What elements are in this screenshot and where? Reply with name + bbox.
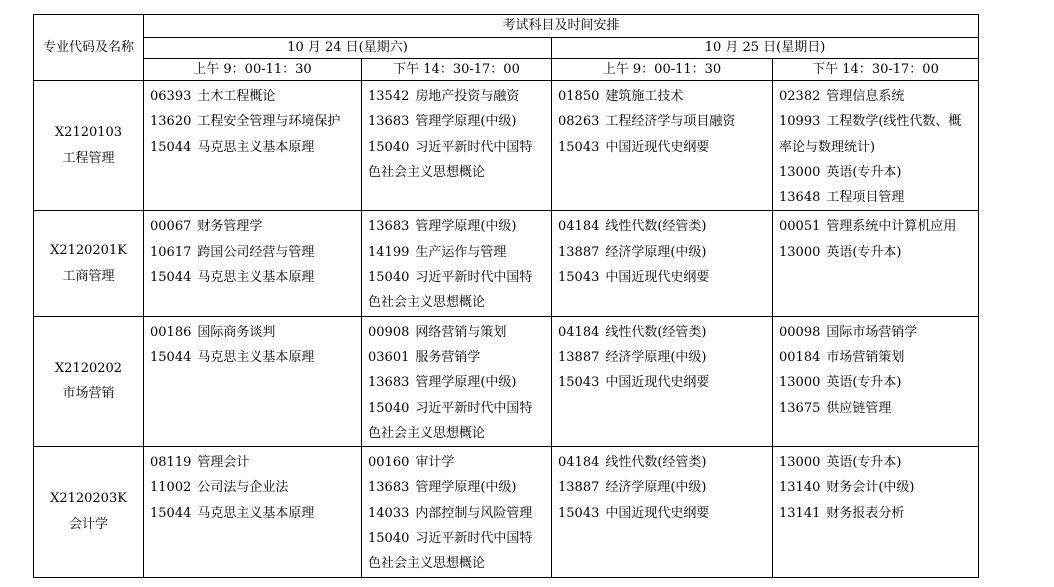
course-code: 01850 [558, 89, 600, 104]
exam-schedule-table [33, 14, 979, 578]
course-entry [150, 475, 355, 500]
course-code: 15040 [368, 270, 410, 286]
course-code: 13887 [558, 349, 600, 365]
course-entry [150, 320, 355, 345]
session-cell-day1-afternoon [362, 211, 552, 316]
course-name: 中国近现代史纲要 [605, 139, 710, 155]
course-name: 房地产投资与融资 [415, 89, 520, 104]
session-cell-day2-afternoon [773, 211, 979, 316]
major-cell [34, 211, 144, 316]
course-name: 土木工程概论 [197, 89, 276, 104]
session-header-day1-afternoon: 下午 14：30-17：00 [362, 59, 552, 81]
session-cell-day2-afternoon [773, 81, 979, 211]
course-code: 13675 [779, 400, 821, 416]
course-code: 13648 [779, 190, 821, 206]
course-entry [368, 135, 545, 186]
course-name: 内部控制与风险管理 [415, 505, 533, 521]
course-code: 00186 [150, 324, 192, 340]
course-entry [558, 345, 766, 370]
course-entry [150, 84, 355, 109]
course-name: 管理会计 [197, 455, 250, 471]
course-code: 14199 [368, 244, 410, 260]
course-code: 08119 [150, 455, 192, 471]
course-name: 马克思主义基本原理 [197, 349, 315, 365]
course-entry [368, 320, 545, 345]
course-entry [368, 265, 545, 316]
course-entry [150, 135, 355, 160]
major-row [34, 211, 979, 316]
course-name: 工程数学(线性代数、概率论与数理统计) [779, 114, 962, 155]
course-code: 13683 [368, 375, 410, 391]
exam-schedule-document [33, 14, 979, 578]
course-name: 英语(专升本) [826, 455, 902, 471]
course-entry [779, 240, 972, 265]
course-entry [779, 370, 972, 395]
course-name: 英语(专升本) [826, 164, 902, 180]
major-row [34, 81, 979, 211]
course-name: 管理信息系统 [826, 89, 905, 104]
major-cell [34, 447, 144, 577]
course-name: 线性代数(经管类) [605, 324, 707, 340]
course-entry [150, 345, 355, 370]
course-entry [779, 501, 972, 526]
session-cell-day2-morning [552, 211, 773, 316]
major-code: X2120203K [50, 491, 127, 507]
course-code: 13542 [368, 89, 410, 104]
session-cell-day2-morning [552, 81, 773, 211]
course-entry [779, 450, 972, 475]
course-name: 线性代数(经管类) [605, 219, 707, 235]
course-code: 00098 [779, 324, 821, 340]
course-name: 财务会计(中级) [826, 480, 915, 496]
course-entry [779, 396, 972, 421]
course-code: 13683 [368, 219, 410, 235]
course-code: 08263 [558, 114, 600, 130]
course-name: 习近平新时代中国特色社会主义思想概论 [368, 531, 533, 572]
course-code: 06393 [150, 89, 192, 104]
course-entry [779, 320, 972, 345]
course-name: 马克思主义基本原理 [197, 139, 315, 155]
course-name: 英语(专升本) [826, 375, 902, 391]
course-name: 管理系统中计算机应用 [826, 219, 957, 235]
course-code: 15044 [150, 270, 192, 286]
course-name: 工程安全管理与环境保护 [197, 114, 341, 130]
course-code: 13000 [779, 375, 821, 391]
course-name: 习近平新时代中国特色社会主义思想概论 [368, 139, 533, 180]
course-code: 10993 [779, 114, 821, 130]
course-entry [368, 109, 545, 134]
course-code: 15043 [558, 139, 600, 155]
course-entry [150, 501, 355, 526]
major-code: X2120202 [54, 360, 123, 376]
course-entry [558, 135, 766, 160]
course-code: 00160 [368, 455, 410, 471]
course-name: 马克思主义基本原理 [197, 505, 315, 521]
course-name: 审计学 [415, 455, 455, 471]
course-name: 中国近现代史纲要 [605, 375, 710, 391]
session-cell-day1-afternoon [362, 316, 552, 446]
course-name: 管理学原理(中级) [415, 480, 517, 496]
course-entry [779, 185, 972, 210]
course-code: 10617 [150, 244, 192, 260]
course-code: 04184 [558, 455, 600, 471]
course-code: 13683 [368, 114, 410, 130]
course-code: 03601 [368, 349, 410, 365]
course-name: 习近平新时代中国特色社会主义思想概论 [368, 270, 533, 311]
course-entry [368, 450, 545, 475]
course-entry [558, 370, 766, 395]
course-entry [558, 109, 766, 134]
course-code: 13000 [779, 244, 821, 260]
session-header-day1-morning: 上午 9：00-11：30 [144, 59, 362, 81]
course-code: 15044 [150, 139, 192, 155]
course-name: 中国近现代史纲要 [605, 270, 710, 286]
course-entry [779, 345, 972, 370]
course-code: 15040 [368, 531, 410, 547]
course-entry [150, 265, 355, 290]
session-cell-day2-afternoon [773, 316, 979, 446]
course-entry [779, 160, 972, 185]
course-code: 15040 [368, 400, 410, 416]
course-code: 00184 [779, 349, 821, 365]
course-entry [558, 214, 766, 239]
course-entry [368, 214, 545, 239]
session-header-day2-morning: 上午 9：00-11：30 [552, 59, 773, 81]
course-name: 经济学原理(中级) [605, 349, 707, 365]
course-entry [368, 396, 545, 447]
course-name: 供应链管理 [826, 400, 892, 416]
major-column-header: 专业代码及名称 [34, 15, 144, 81]
major-row [34, 447, 979, 577]
session-cell-day1-morning [144, 81, 362, 211]
course-code: 13887 [558, 244, 600, 260]
course-entry [368, 240, 545, 265]
course-name: 网络营销与策划 [415, 324, 507, 340]
course-entry [779, 214, 972, 239]
course-entry [150, 240, 355, 265]
course-code: 13887 [558, 480, 600, 496]
course-entry [368, 84, 545, 109]
major-cell [34, 316, 144, 446]
major-cell [34, 81, 144, 211]
course-code: 00051 [779, 219, 821, 235]
header-row-sessions [34, 59, 979, 81]
course-name: 国际商务谈判 [197, 324, 276, 340]
major-name: 工程管理 [62, 150, 115, 166]
course-name: 英语(专升本) [826, 244, 902, 260]
session-cell-day1-morning [144, 447, 362, 577]
course-entry [558, 320, 766, 345]
course-name: 经济学原理(中级) [605, 480, 707, 496]
course-entry [558, 265, 766, 290]
course-code: 14033 [368, 505, 410, 521]
course-code: 02382 [779, 89, 821, 104]
course-entry [150, 109, 355, 134]
course-code: 15043 [558, 375, 600, 391]
major-name: 市场营销 [62, 386, 115, 402]
session-header-day2-afternoon: 下午 14：30-17：00 [773, 59, 979, 81]
course-name: 工程项目管理 [826, 190, 905, 206]
course-name: 建筑施工技术 [605, 89, 684, 104]
course-name: 财务管理学 [197, 219, 263, 235]
course-code: 15044 [150, 349, 192, 365]
major-name: 会计学 [68, 516, 108, 532]
course-code: 13141 [779, 505, 821, 521]
course-name: 经济学原理(中级) [605, 244, 707, 260]
course-entry [368, 345, 545, 370]
course-name: 跨国公司经营与管理 [197, 244, 315, 260]
course-entry [558, 450, 766, 475]
course-code: 15040 [368, 139, 410, 155]
course-entry [368, 501, 545, 526]
exam-title-header: 考试科目及时间安排 [144, 15, 979, 38]
course-code: 04184 [558, 324, 600, 340]
course-name: 财务报表分析 [826, 505, 905, 521]
course-entry [368, 370, 545, 395]
course-name: 管理学原理(中级) [415, 114, 517, 130]
session-cell-day2-morning [552, 316, 773, 446]
course-name: 管理学原理(中级) [415, 375, 517, 391]
session-cell-day2-morning [552, 447, 773, 577]
session-cell-day1-morning [144, 211, 362, 316]
course-code: 13683 [368, 480, 410, 496]
course-name: 习近平新时代中国特色社会主义思想概论 [368, 400, 533, 441]
date-header-day-1: 10 月 24 日(星期六) [144, 38, 552, 59]
course-name: 国际市场营销学 [826, 324, 918, 340]
course-entry [558, 240, 766, 265]
course-code: 15043 [558, 270, 600, 286]
course-name: 工程经济学与项目融资 [605, 114, 736, 130]
major-code: X2120103 [54, 125, 123, 141]
course-entry [779, 84, 972, 109]
course-code: 13620 [150, 114, 192, 130]
course-code: 11002 [150, 480, 192, 496]
course-code: 15043 [558, 505, 600, 521]
course-entry [558, 501, 766, 526]
course-name: 服务营销学 [415, 349, 481, 365]
course-name: 马克思主义基本原理 [197, 270, 315, 286]
date-header-day-2: 10 月 25 日(星期日) [552, 38, 979, 59]
course-code: 04184 [558, 219, 600, 235]
header-row-dates [34, 38, 979, 59]
session-cell-day1-morning [144, 316, 362, 446]
course-name: 管理学原理(中级) [415, 219, 517, 235]
course-entry [150, 450, 355, 475]
course-entry [368, 475, 545, 500]
course-name: 市场营销策划 [826, 349, 905, 365]
course-entry [779, 109, 972, 160]
session-cell-day2-afternoon [773, 447, 979, 577]
course-entry [368, 526, 545, 577]
major-row [34, 316, 979, 446]
course-code: 13000 [779, 455, 821, 471]
course-code: 00908 [368, 324, 410, 340]
major-code: X2120201K [50, 243, 127, 259]
course-code: 13140 [779, 480, 821, 496]
course-entry [779, 475, 972, 500]
course-name: 公司法与企业法 [197, 480, 289, 496]
course-entry [558, 475, 766, 500]
course-code: 13000 [779, 164, 821, 180]
course-entry [558, 84, 766, 109]
session-cell-day1-afternoon [362, 81, 552, 211]
major-name: 工商管理 [62, 268, 115, 284]
course-name: 线性代数(经管类) [605, 455, 707, 471]
course-name: 生产运作与管理 [415, 244, 507, 260]
course-code: 00067 [150, 219, 192, 235]
course-code: 15044 [150, 505, 192, 521]
course-entry [150, 214, 355, 239]
course-name: 中国近现代史纲要 [605, 505, 710, 521]
header-row-title [34, 15, 979, 38]
session-cell-day1-afternoon [362, 447, 552, 577]
